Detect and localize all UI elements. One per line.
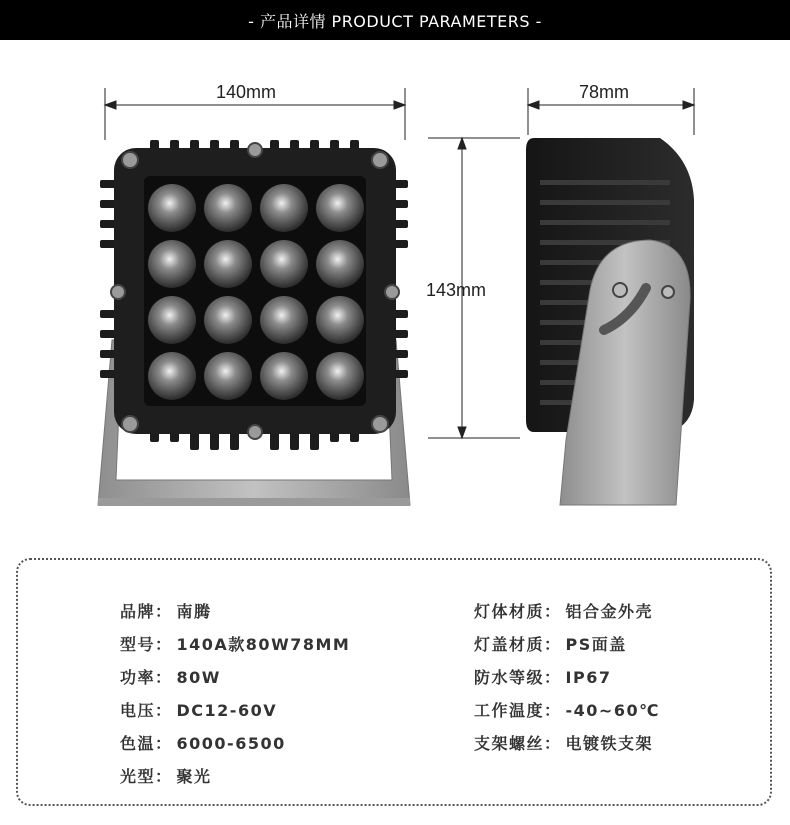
spec-waterproof: 防水等级： IP67 bbox=[474, 668, 612, 687]
page-header bbox=[0, 0, 790, 40]
spec-bracket: 支架螺丝： 电镀铁支架 bbox=[474, 734, 654, 753]
spec-model: 型号： 140A款80W78MM bbox=[120, 635, 351, 654]
spec-power: 功率： 80W bbox=[120, 668, 221, 687]
depth-dimension: 78mm bbox=[578, 82, 630, 102]
spec-cover-material: 灯盖材质： PS面盖 bbox=[474, 635, 627, 654]
front-view bbox=[98, 140, 410, 506]
height-dimension: 143mm bbox=[426, 280, 487, 300]
spec-voltage: 电压： DC12-60V bbox=[120, 701, 278, 720]
spec-brand: 品牌： 南腾 bbox=[120, 602, 212, 621]
spec-panel bbox=[16, 558, 772, 806]
product-photo bbox=[0, 40, 790, 550]
spec-beam: 光型： 聚光 bbox=[120, 767, 212, 786]
spec-body-material: 灯体材质： 铝合金外壳 bbox=[474, 602, 654, 621]
spec-temperature: 工作温度： -40~60℃ bbox=[474, 701, 660, 720]
width-dimension: 140mm bbox=[215, 82, 277, 102]
side-view bbox=[526, 138, 694, 505]
spec-color-temp: 色温： 6000-6500 bbox=[120, 734, 286, 753]
header-title: - 产品详情 PRODUCT PARAMETERS - bbox=[248, 11, 542, 31]
